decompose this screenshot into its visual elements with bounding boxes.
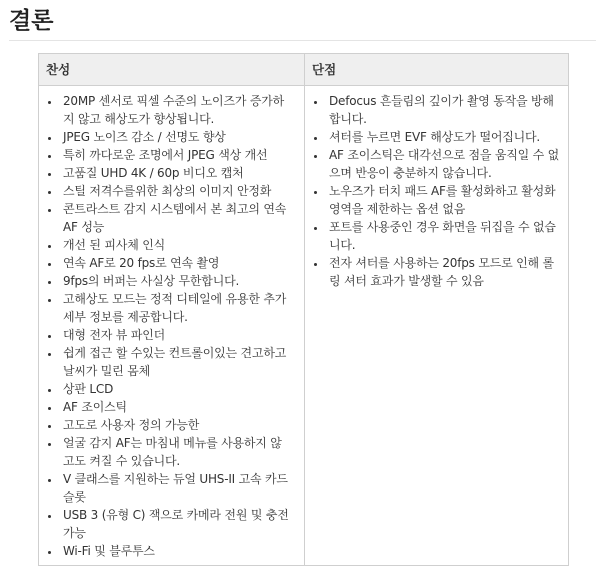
pros-item: • 상판 LCD: [61, 380, 290, 398]
pros-item: • USB 3 (유형 C) 잭으로 카메라 전원 및 충전 가능: [61, 506, 290, 542]
pros-item: • JPEG 노이즈 감소 / 선명도 향상: [61, 128, 290, 146]
pros-item: • AF 조이스틱: [61, 398, 290, 416]
heading-divider: [9, 40, 596, 41]
pros-item: • 특히 까다로운 조명에서 JPEG 색상 개선: [61, 146, 290, 164]
pros-item: • 고해상도 모드는 정적 디테일에 유용한 추가 세부 정보를 제공합니다.: [61, 290, 290, 326]
pros-item: • 고도로 사용자 정의 가능한: [61, 416, 290, 434]
cons-item: • 노우즈가 터치 패드 AF를 활성화하고 활성화 영역을 제한하는 옵션 없음: [327, 182, 564, 218]
pros-item: • 고품질 UHD 4K / 60p 비디오 캡처: [61, 164, 290, 182]
pros-item: • 대형 전자 뷰 파인더: [61, 326, 290, 344]
pros-item: • 개선 된 피사체 인식: [61, 236, 290, 254]
cons-item: • 전자 셔터를 사용하는 20fps 모드로 인해 롤링 셔터 효과가 발생할 수 있음: [327, 254, 564, 290]
pros-item: • 쉽게 접근 할 수있는 컨트롤이있는 견고하고 날씨가 밀린 몸체: [61, 344, 290, 380]
cons-item: • 포트를 사용중인 경우 화면을 뒤집을 수 없습니다.: [327, 218, 564, 254]
section-heading: 결론: [9, 8, 54, 34]
cons-item: • Defocus 흔들림의 깊이가 촬영 동작을 방해합니다.: [327, 92, 564, 128]
pros-item: • V 클래스를 지원하는 듀얼 UHS-II 고속 카드 슬롯: [61, 470, 290, 506]
pros-item: • 연속 AF로 20 fps로 연속 촬영: [61, 254, 290, 272]
cons-item: • AF 조이스틱은 대각선으로 점을 움직일 수 없으며 반응이 충분하지 않습니다.: [327, 146, 564, 182]
pros-cons-table: [38, 53, 569, 566]
pros-item: • 9fps의 버퍼는 사실상 무한합니다.: [61, 272, 290, 290]
cons-item: • 셔터를 누르면 EVF 해상도가 떨어집니다.: [327, 128, 564, 146]
pros-item: • 얼굴 감지 AF는 마침내 메뉴를 사용하지 않고도 켜질 수 있습니다.: [61, 434, 290, 470]
cons-list: [305, 92, 568, 290]
pros-item: • 20MP 센서로 픽셀 수준의 노이즈가 증가하지 않고 해상도가 향상됩니다.: [61, 92, 290, 128]
pros-item: • 콘트라스트 감지 시스템에서 본 최고의 연속 AF 성능: [61, 200, 290, 236]
pros-item: • 스틸 저격수를위한 최상의 이미지 안정화: [61, 182, 290, 200]
pros-item: • Wi-Fi 및 블루투스: [61, 542, 290, 560]
pros-list: [39, 92, 304, 560]
cons-cell: [305, 86, 568, 565]
cons-header: 단점: [305, 54, 568, 86]
pros-header: 찬성: [39, 54, 305, 86]
pros-cell: [39, 86, 305, 565]
